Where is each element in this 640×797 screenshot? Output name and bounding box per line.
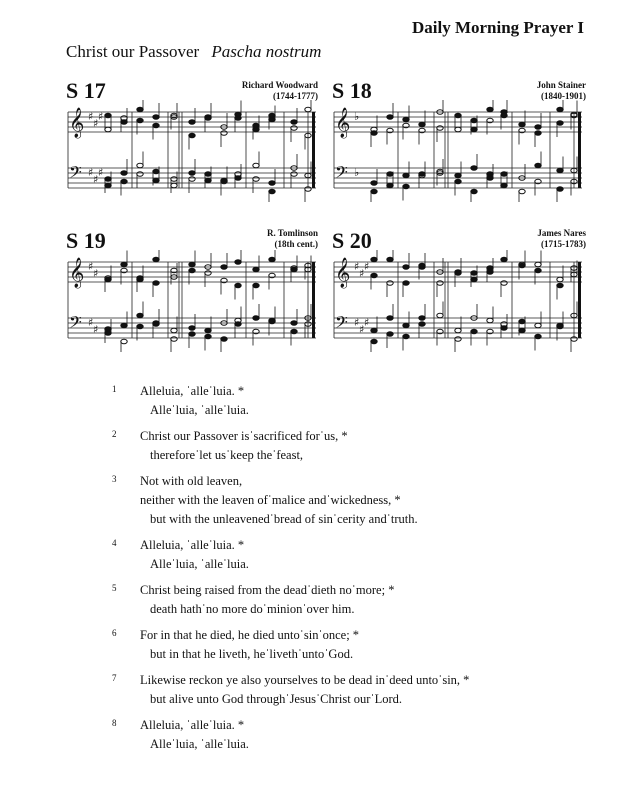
note-head [153,115,159,120]
note-head [419,122,425,127]
key-signature-icon: ♯ [93,267,99,280]
note-head [269,113,275,118]
note-head [371,273,377,278]
note-head [471,271,477,276]
note-head [221,337,227,342]
note-head [235,322,241,327]
canticle-english-title: Christ our Passover [66,42,200,61]
verse-line: Alleluia, ˈalleˈluia. * [140,538,245,552]
note-head [253,123,259,128]
note-head [121,171,127,176]
note-head [403,334,409,339]
note-head [535,131,541,136]
note-head [189,268,195,273]
note-head [455,127,461,132]
key-signature-icon: ♯ [354,260,360,273]
note-head [121,339,127,344]
note-head [437,313,443,318]
note-head [387,281,393,286]
verse-2 [112,427,592,465]
note-head [153,281,159,286]
note-head [371,339,377,344]
note-head [535,334,541,339]
verse-number: 8 [112,718,117,728]
note-head [153,257,159,262]
key-signature-icon: ♯ [98,110,104,123]
note-head [519,122,525,127]
note-head [371,181,377,186]
verse-line: Alleˈluia, ˈalleˈluia. [150,737,249,751]
note-head [137,118,143,123]
chant-id-s20: S 20 [332,228,372,253]
note-head [205,271,211,276]
note-head [403,281,409,286]
note-head [519,263,525,268]
note-head [253,316,259,321]
note-head [189,133,195,138]
treble-clef-icon: 𝄞 [69,258,85,288]
verse-1 [112,382,592,420]
note-head [137,163,143,168]
key-signature-icon: ♭ [354,110,360,123]
key-signature-icon: ♯ [359,267,365,280]
verse-line: Christ being raised from the deadˈdieth noˈmore; * [140,583,395,597]
verse-3 [112,472,592,529]
note-head [487,172,493,177]
bass-clef-icon: 𝄢 [69,312,82,336]
note-head [235,116,241,121]
verse-line: Likewise reckon ye also yourselves to be dead inˈdeed untoˈsin, * [140,673,470,687]
composer-dates: (1840-1901) [541,91,586,101]
chant-id-s18: S 18 [332,78,372,103]
note-head [291,120,297,125]
verse-number: 6 [112,628,117,638]
composer-s18 [466,80,586,102]
note-head [387,316,393,321]
note-head [471,329,477,334]
note-head [153,178,159,183]
note-head [501,257,507,262]
note-head [189,262,195,267]
note-head [455,271,461,276]
note-head [189,171,195,176]
verse-line: For in that he died, he died untoˈsinˈonce; * [140,628,360,642]
note-head [171,183,177,188]
verse-8 [112,716,592,754]
note-head [105,183,111,188]
note-head [269,319,275,324]
note-head [487,266,493,271]
note-head [235,283,241,288]
key-signature-icon: ♯ [93,117,99,130]
note-head [557,277,563,282]
key-signature-icon: ♯ [364,316,370,329]
note-head [371,189,377,194]
note-head [153,169,159,174]
note-head [221,131,227,136]
key-signature-icon: ♯ [88,110,94,123]
verse-line: Christ our Passover isˈsacrificed forˈus, * [140,429,348,443]
note-head [471,277,477,282]
note-head [419,316,425,321]
treble-clef-icon: 𝄞 [69,108,85,138]
note-head [189,120,195,125]
note-head [471,127,477,132]
note-head [153,123,159,128]
note-head [121,179,127,184]
note-head [557,283,563,288]
note-head [535,323,541,328]
verse-6 [112,626,592,664]
note-head [535,125,541,130]
note-head [137,313,143,318]
verse-number: 1 [112,384,117,394]
note-head [455,179,461,184]
note-head [205,116,211,121]
note-head [419,322,425,327]
note-head [501,281,507,286]
note-head [501,183,507,188]
note-head [291,329,297,334]
verse-line: but alive unto God throughˈJesusˈChrist ourˈLord. [150,692,403,706]
note-head [437,281,443,286]
note-head [371,257,377,262]
note-head [535,163,541,168]
verse-7 [112,671,592,709]
bass-clef-icon: 𝄢 [335,162,348,186]
key-signature-icon: ♭ [354,166,360,179]
note-head [557,107,563,112]
note-head [403,184,409,189]
psalm-verses [112,382,592,761]
note-head [137,172,143,177]
treble-clef-icon: 𝄞 [335,258,351,288]
verse-number: 5 [112,583,117,593]
note-head [221,265,227,270]
key-signature-icon: ♯ [98,166,104,179]
note-head [371,131,377,136]
note-head [387,172,393,177]
note-head [557,168,563,173]
note-head [487,107,493,112]
note-head [137,276,143,281]
note-head [455,173,461,178]
bass-clef-icon: 𝄢 [335,312,348,336]
note-head [557,324,563,329]
note-head [419,172,425,177]
note-head [403,323,409,328]
note-head [137,324,143,329]
verse-number: 4 [112,538,117,548]
note-head [121,323,127,328]
composer-name: John Stainer [536,80,586,90]
note-head [269,189,275,194]
verse-line: Alleˈluia, ˈalleˈluia. [150,403,249,417]
note-head [105,327,111,332]
note-head [455,328,461,333]
verse-line: Alleluia, ˈalleˈluia. * [140,384,245,398]
composer-dates: (1744-1777) [273,91,318,101]
note-head [519,319,525,324]
note-head [519,189,525,194]
key-signature-icon: ♯ [88,260,94,273]
composer-dates: (1715-1783) [541,239,586,249]
note-head [403,117,409,122]
canticle-title [66,42,321,62]
note-head [269,181,275,186]
note-head [189,177,195,182]
verse-number: 3 [112,474,117,484]
note-head [471,118,477,123]
verse-line: Alleˈluia, ˈalleˈluia. [150,557,249,571]
note-head [253,177,259,182]
note-head [189,326,195,331]
verse-line: thereforeˈlet usˈkeep theˈfeast, [150,448,304,462]
note-head [371,328,377,333]
note-head [121,262,127,267]
note-head [269,257,275,262]
final-bar-line [312,112,315,188]
verse-line: but with the unleavenedˈbread of sinˈcerity andˈtruth. [150,512,418,526]
final-bar-line [578,262,581,338]
score-s17 [64,100,320,202]
note-head [205,172,211,177]
score-s18 [330,100,586,202]
note-head [171,177,177,182]
note-head [501,113,507,118]
note-head [471,166,477,171]
note-head [171,337,177,342]
bass-clef-icon: 𝄢 [69,162,82,186]
note-head [437,126,443,131]
note-head [105,113,111,118]
note-head [519,328,525,333]
note-head [387,257,393,262]
verse-number: 2 [112,429,117,439]
composer-name: R. Tomlinson [266,228,318,238]
composer-s17 [200,80,318,102]
key-signature-icon: ♯ [93,323,99,336]
final-bar-line [312,262,315,338]
note-head [171,328,177,333]
composer-dates: (18th cent.) [274,239,318,249]
note-head [105,177,111,182]
chant-id-s19: S 19 [66,228,106,253]
composer-name: James Nares [537,228,586,238]
note-head [387,115,393,120]
key-signature-icon: ♯ [88,166,94,179]
composer-s20 [466,228,586,250]
note-head [535,262,541,267]
key-signature-icon: ♯ [354,316,360,329]
note-head [557,187,563,192]
note-head [419,263,425,268]
note-head [253,283,259,288]
running-head: Daily Morning Prayer I [411,18,584,37]
note-head [189,332,195,337]
key-signature-icon: ♯ [359,323,365,336]
note-head [291,321,297,326]
note-head [387,183,393,188]
score-s20 [330,250,586,352]
note-head [455,113,461,118]
note-head [387,332,393,337]
chant-id-s17: S 17 [66,78,106,103]
verse-4 [112,536,592,574]
key-signature-icon: ♯ [364,260,370,273]
note-head [205,334,211,339]
note-head [501,172,507,177]
note-head [305,107,311,112]
verse-line: but in that he liveth, heˈlivethˈuntoˈGod. [150,647,354,661]
verse-number: 7 [112,673,117,683]
note-head [471,189,477,194]
note-head [487,318,493,323]
final-bar-line [578,112,581,188]
note-head [403,173,409,178]
note-head [235,260,241,265]
note-head [253,163,259,168]
note-head [557,121,563,126]
note-head [137,107,143,112]
note-head [205,178,211,183]
note-head [153,322,159,327]
verse-line: Alleluia, ˈalleˈluia. * [140,718,245,732]
note-head [291,172,297,177]
score-s19 [64,250,320,352]
note-head [253,267,259,272]
note-head [535,268,541,273]
note-head [105,127,111,132]
note-head [403,265,409,270]
note-head [291,126,297,131]
note-head [205,328,211,333]
verse-line: death hathˈno more doˈminionˈover him. [150,602,355,616]
verse-line: neither with the leaven ofˈmalice andˈwickedness, * [140,493,401,507]
composer-s19 [200,228,318,250]
verse-5 [112,581,592,619]
note-head [455,337,461,342]
key-signature-icon: ♯ [88,316,94,329]
key-signature-icon: ♯ [93,173,99,186]
treble-clef-icon: 𝄞 [335,108,351,138]
composer-name: Richard Woodward [241,80,318,90]
canticle-latin-title: Pascha nostrum [211,42,322,61]
verse-line: Not with old leaven, [140,474,243,488]
